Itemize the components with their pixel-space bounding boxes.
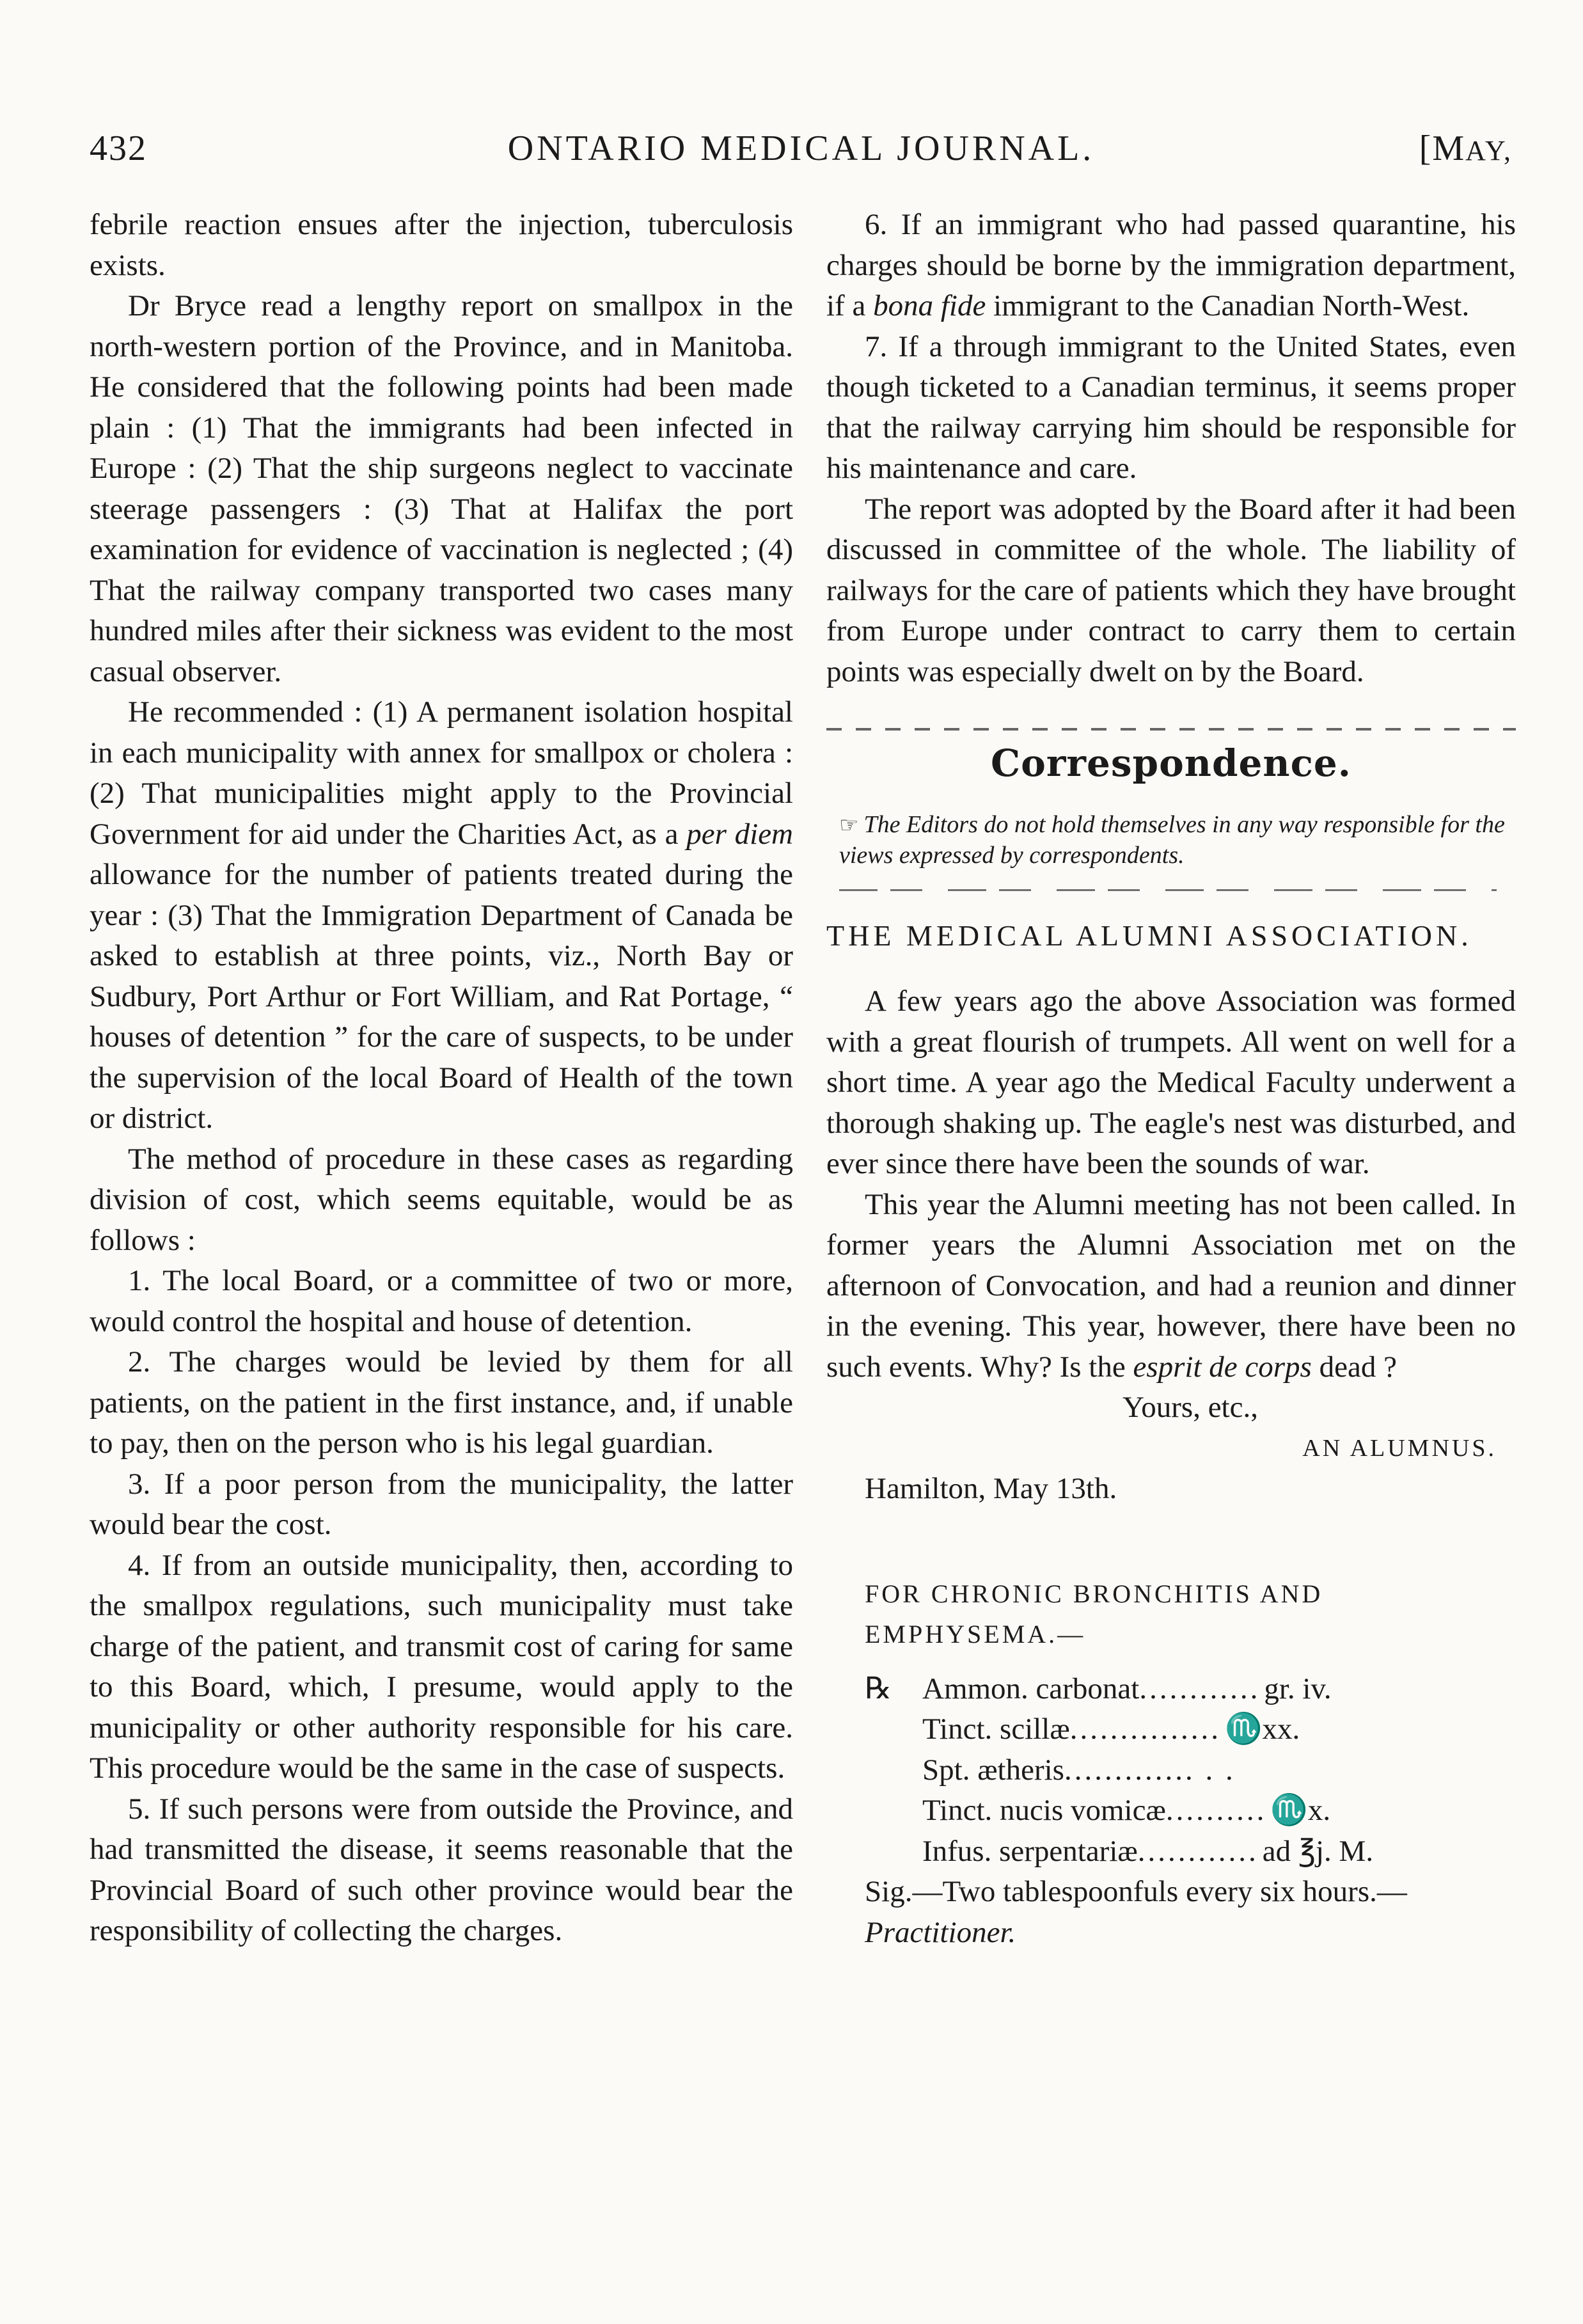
left-column [90,205,793,1952]
article-title: THE MEDICAL ALUMNI ASSOCIATION. [826,919,1472,952]
section-divider [839,889,1497,891]
list-item: 4. If from an outside municipality, then, according to the smallpox regulations, such municipality must take charge of the patient, and transmit cost of caring for same to this Board, which, I presume, would apply to the municipality or other authority responsible for his care. This procedure would be the same in the case of suspects. [90,1548,793,1785]
page-number: 432 [90,129,147,168]
pointing-hand-icon: ☞ [839,813,859,837]
list-item: 5. If such persons were from outside the Province, and had transmitted the disease, it seems reasonable that the Provincial Board of such other province would bear the responsibility of collecting the charges. [90,1792,793,1947]
prescription-row: Tinct. scillæ ............... ♏xx. [922,1712,1300,1746]
paragraph: The method of procedure in these cases as regarding division of cost, which seems equitable, would be as follows : [90,1142,793,1257]
list-item: 2. The charges would be levied by them for all patients, on the patient in the first instance, and, if unable to pay, then on the person who is his legal guardian. [90,1345,793,1460]
paragraph: He recommended : (1) A permanent isolation hospital in each municipality with annex for smallpox or cholera : (2) That municipalities might apply to the Provincial Government for aid under the Charities Act, as a per diem allowance for the number of patients treated during the year : (3) That the Immigration Department of Canada be asked to establish at three points, viz., North Bay or Sudbury, Port Arthur or Fort William, and Rat Portage, “ houses of detention ” for the care of suspects, to be under the supervision of the local Board of Health of the town or district. [90,695,793,1135]
paragraph: This year the Alumni meeting has not been called. In former years the Alumni Association met on the afternoon of Convocation, and had a reunion and dinner in the evening. This year, however, there have been no such events. Why? Is the esprit de corps dead ? [826,1187,1516,1384]
paragraph: A few years ago the above Association was formed with a great flourish of trumpets. All went on well for a short time. A year ago the Medical Faculty underwent a thorough shaking up. The eagle's nest was disturbed, and ever since there have been the sounds of war. [826,984,1516,1180]
prescription-row: Infus. serpentariæ ............ ad ℥j. M. [922,1834,1374,1868]
source-credit: Practitioner. [865,1915,1016,1949]
list-item: 3. If a poor person from the municipality, the latter would bear the cost. [90,1467,793,1541]
paragraph: Dr Bryce read a lengthy report on smallpox in the north-western portion of the Province, and in Manitoba. He considered that the following points had been made plain : (1) That the immigrants had been infected in Europe : (2) That the ship surgeons neglect to vaccinate steerage passengers : (3) That at Halifax the port examination for evidence of vaccination is neglected ; (4) That the railway company transported two cases many hundred miles after their sickness was evident to the most casual observer. [90,289,793,688]
signa-instructions: Sig.—Two tablespoonfuls every six hours.— [865,1875,1407,1908]
signature: AN ALUMNUS. [1302,1434,1497,1462]
list-item: 1. The local Board, or a committee of two or more, would control the hospital and house of detention. [90,1264,793,1338]
place-date: Hamilton, May 13th. [865,1472,1117,1505]
journal-title: ONTARIO MEDICAL JOURNAL. [507,129,1095,168]
running-header [90,128,1513,179]
paragraph: The report was adopted by the Board after it had been discussed in committee of the whole. The liability of railways for the care of patients which they have brought from Europe under contract to carry them to certain points was especially dwelt on by the Board. [826,492,1516,688]
list-item: 6. If an immigrant who had passed quarantine, his charges should be borne by the immigration department, if a bona fide immigrant to the Canadian North-West. [826,208,1516,322]
recipe-icon: ℞ [865,1672,892,1705]
closing: Yours, etc., [1122,1391,1258,1424]
paragraph: febrile reaction ensues after the injection, tuberculosis exists. [90,208,793,282]
section-title: Correspondence. [991,741,1351,785]
list-item: 7. If a through immigrant to the United States, even though ticketed to a Canadian terminus, it seems proper that the railway carrying him should be responsible for his maintenance and care. [826,329,1516,485]
prescription [865,1669,1516,1872]
header-month: [MAY, [1419,129,1513,168]
prescription-row: ℞ Ammon. carbonat ............ gr. iv. [865,1669,1516,1710]
right-column [826,205,1516,1953]
prescription-title: FOR CHRONIC BRONCHITIS AND EMPHYSEMA.— [865,1579,1323,1648]
prescription-row: Tinct. nucis vomicæ .......... ♏x. [922,1794,1331,1827]
prescription-row: Spt. ætheris ............. . . [922,1753,1236,1787]
editorial-disclaimer: ☞ The Editors do not hold themselves in any way responsible for the views expressed by correspondents. [839,810,1505,869]
section-divider [826,728,1516,731]
